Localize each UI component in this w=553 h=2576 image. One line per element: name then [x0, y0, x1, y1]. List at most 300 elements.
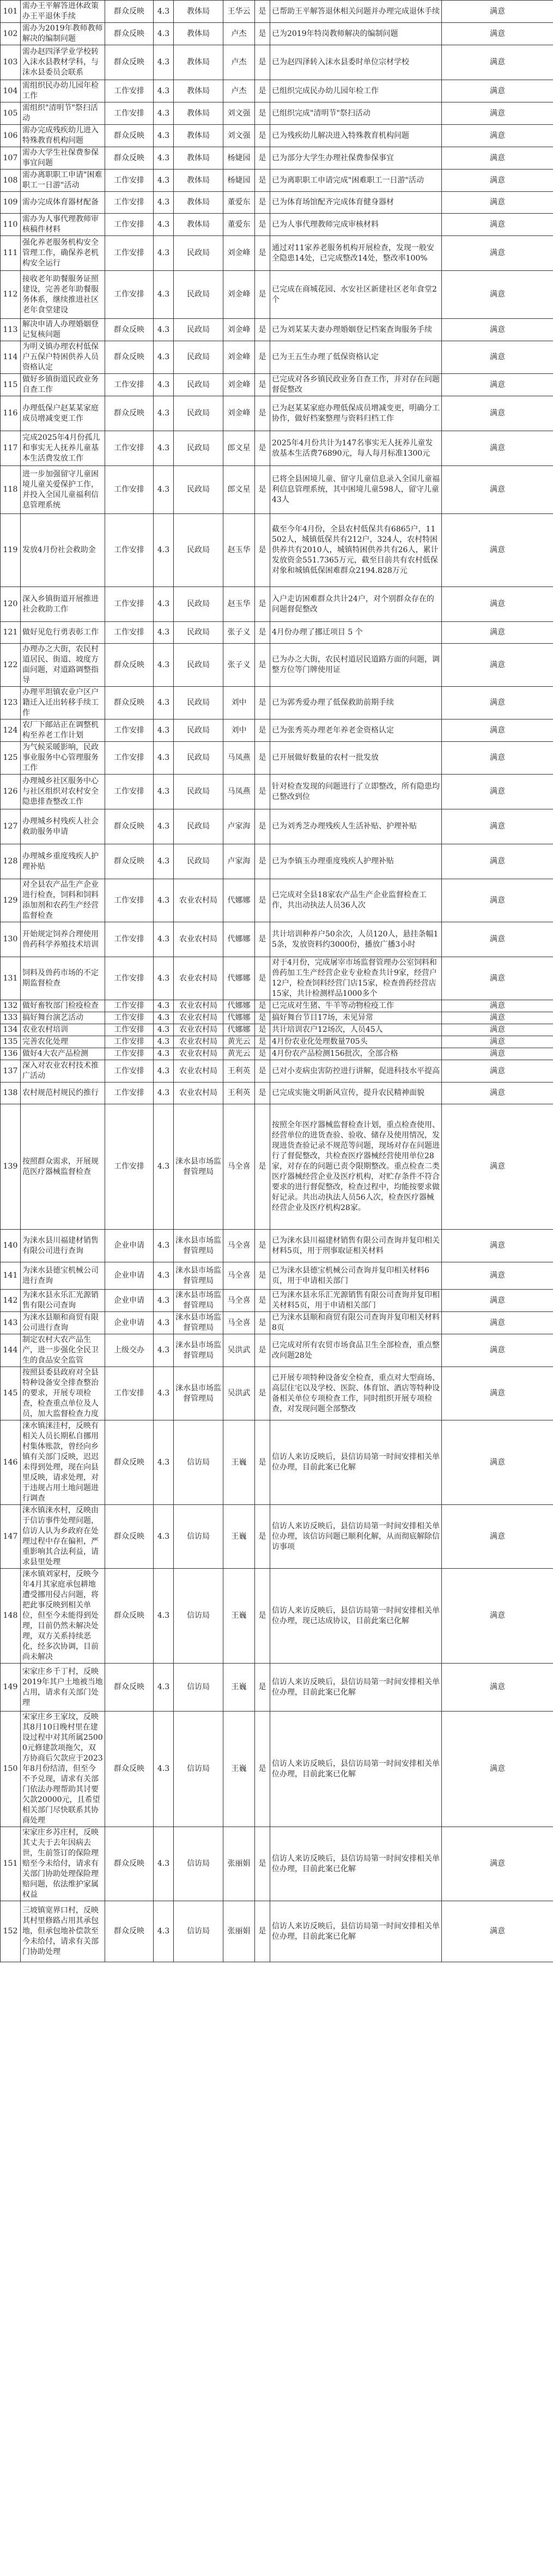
table-row — [1, 1012, 553, 1024]
row-completed-cell: 是 — [255, 192, 270, 214]
row-content-cell: 需办王平解答进休政策办王平退休手续 — [21, 1, 105, 23]
table-row — [1, 102, 553, 125]
table-row — [1, 319, 553, 341]
row-source-cell: 上级交办 — [105, 1334, 154, 1367]
row-department-cell: 涞水县市场监督管理局 — [174, 1367, 223, 1420]
row-completed-cell: 是 — [255, 1712, 270, 1827]
row-satisfaction-cell: 满意 — [442, 319, 553, 341]
row-completed-cell: 是 — [255, 341, 270, 374]
table-row — [1, 396, 553, 431]
row-result-cell: 已完成对全县18家农产品生产企业监督检查工作，共出动执法人员36人次 — [270, 879, 442, 922]
row-completed-cell: 是 — [255, 1827, 270, 1901]
row-person-cell: 刘金峰 — [223, 374, 255, 396]
row-person-cell: 杨婕园 — [223, 147, 255, 170]
row-satisfaction-cell: 满意 — [442, 125, 553, 147]
row-person-cell: 赵玉华 — [223, 587, 255, 622]
row-date-cell: 4.3 — [154, 1367, 174, 1420]
row-date-cell: 4.3 — [154, 1000, 174, 1012]
row-satisfaction-cell: 满意 — [442, 719, 553, 742]
row-content-cell: 办理平坦镇农业户区户籍迁入迁出转移手续工作 — [21, 687, 105, 719]
row-source-cell: 工作安排 — [105, 271, 154, 319]
row-satisfaction-cell: 满意 — [442, 1104, 553, 1230]
row-content-cell: 农业农村培训 — [21, 1024, 105, 1036]
row-date-cell: 4.3 — [154, 319, 174, 341]
table-row — [1, 1712, 553, 1827]
row-result-cell: 已开展做好数量的农村一批发放 — [270, 742, 442, 775]
row-person-cell: 王利英 — [223, 1060, 255, 1083]
row-content-cell: 需办大学生社保费参保事宜问题 — [21, 147, 105, 170]
table-row — [1, 214, 553, 236]
row-date-cell: 4.3 — [154, 1664, 174, 1712]
row-completed-cell: 是 — [255, 80, 270, 102]
row-person-cell: 杨婕园 — [223, 170, 255, 192]
row-person-cell: 张子义 — [223, 644, 255, 687]
row-person-cell: 王巍 — [223, 1712, 255, 1827]
row-date-cell: 4.3 — [154, 775, 174, 809]
row-source-cell: 群众反映 — [105, 1, 154, 23]
row-date-cell: 4.3 — [154, 809, 174, 844]
row-content-cell: 需组织"清明节"祭扫活动 — [21, 102, 105, 125]
row-date-cell: 4.3 — [154, 396, 174, 431]
row-satisfaction-cell: 满意 — [442, 466, 553, 514]
row-date-cell: 4.3 — [154, 1012, 174, 1024]
table-row — [1, 1036, 553, 1048]
row-person-cell: 马凤燕 — [223, 742, 255, 775]
row-number-cell: 106 — [1, 125, 21, 147]
row-satisfaction-cell: 满意 — [442, 1290, 553, 1312]
table-row — [1, 125, 553, 147]
row-result-cell: 针对检查发现的问题进行了立即整改，所有隐患均已整改到位 — [270, 775, 442, 809]
row-result-cell: 已为赵某某家庭办理低保成员增减变更，明确分工协作，做好档案整理与资料归档工作 — [270, 396, 442, 431]
row-person-cell: 代娜娜 — [223, 957, 255, 1000]
row-satisfaction-cell: 满意 — [442, 1000, 553, 1012]
row-source-cell: 工作安排 — [105, 1000, 154, 1012]
table-row — [1, 147, 553, 170]
row-number-cell: 150 — [1, 1712, 21, 1827]
row-department-cell: 农业农村局 — [174, 1048, 223, 1060]
row-satisfaction-cell: 满意 — [442, 1060, 553, 1083]
row-content-cell: 深入乡镇街道开展推进社会救助工作 — [21, 587, 105, 622]
row-date-cell: 4.3 — [154, 192, 174, 214]
row-completed-cell: 是 — [255, 1230, 270, 1262]
row-satisfaction-cell: 满意 — [442, 687, 553, 719]
table-row — [1, 587, 553, 622]
row-date-cell: 4.3 — [154, 1104, 174, 1230]
row-satisfaction-cell: 满意 — [442, 1367, 553, 1420]
table-row — [1, 23, 553, 45]
row-completed-cell: 是 — [255, 1569, 270, 1664]
row-satisfaction-cell: 满意 — [442, 147, 553, 170]
row-source-cell: 企业申请 — [105, 1262, 154, 1290]
row-source-cell: 群众反映 — [105, 1505, 154, 1569]
row-date-cell: 4.3 — [154, 644, 174, 687]
row-number-cell: 104 — [1, 80, 21, 102]
row-number-cell: 103 — [1, 45, 21, 80]
row-satisfaction-cell: 满意 — [442, 1012, 553, 1024]
row-content-cell: 涞水镇涞水村，反映由于信访事件处理问题，信访人认为乡政府在处理过程中存在偏袒，严重影响其合法利益，请求县里处理 — [21, 1505, 105, 1569]
row-number-cell: 128 — [1, 844, 21, 879]
row-result-cell: 信访人来访反映后，县信访局第一时间安排相关单位办理，目前此案已化解 — [270, 1664, 442, 1712]
row-number-cell: 101 — [1, 1, 21, 23]
table-row — [1, 341, 553, 374]
row-satisfaction-cell: 满意 — [442, 1024, 553, 1036]
row-source-cell: 工作安排 — [105, 1367, 154, 1420]
row-date-cell: 4.3 — [154, 236, 174, 271]
row-source-cell: 企业申请 — [105, 1230, 154, 1262]
row-result-cell: 已为离职职工申请完成"困难职工一日游"活动 — [270, 170, 442, 192]
row-person-cell: 马全喜 — [223, 1262, 255, 1290]
row-department-cell: 农业农村局 — [174, 1083, 223, 1104]
row-date-cell: 4.3 — [154, 922, 174, 957]
row-completed-cell: 是 — [255, 1901, 270, 1962]
row-source-cell: 工作安排 — [105, 80, 154, 102]
row-content-cell: 为涞水县川福建材销售有限公司进行查询 — [21, 1230, 105, 1262]
row-completed-cell: 是 — [255, 1024, 270, 1036]
row-number-cell: 121 — [1, 622, 21, 644]
row-department-cell: 涞水县市场监督管理局 — [174, 1290, 223, 1312]
row-completed-cell: 是 — [255, 587, 270, 622]
row-result-cell: 信访人来访反映后，县信访局第一时间安排相关单位办理，目前此案已化解 — [270, 1827, 442, 1901]
row-date-cell: 4.3 — [154, 1334, 174, 1367]
row-source-cell: 工作安排 — [105, 214, 154, 236]
row-number-cell: 118 — [1, 466, 21, 514]
table-row — [1, 644, 553, 687]
row-result-cell: 按照全年医疗器械监督检查计划，重点检查使用、经营单位的进货查验、验收、储存及使用情况，发现进货查验记录不规范等问题，现场对存在问题进行了督促整改，共检查医疗器械经营使用单位28家，对存在的问题已责令限期整改。重点检查二类医疗器械经营企业及医疗机构，对贮存条件不符合要求的进行督促整改，检查过程中，均能按要求做好记录。共出动执法人员56人次，检查医疗器械经营企业及医疗机构28家。 — [270, 1104, 442, 1230]
table-row — [1, 192, 553, 214]
row-number-cell: 138 — [1, 1083, 21, 1104]
row-result-cell: 已为体育场馆配齐完成体育健身器材 — [270, 192, 442, 214]
row-date-cell: 4.3 — [154, 687, 174, 719]
row-completed-cell: 是 — [255, 466, 270, 514]
row-number-cell: 120 — [1, 587, 21, 622]
row-result-cell: 已为部分大学生办理社保费参保事宜 — [270, 147, 442, 170]
row-date-cell: 4.3 — [154, 341, 174, 374]
row-source-cell: 工作安排 — [105, 192, 154, 214]
row-result-cell: 已为刘秀芝办理残疾人生活补贴、护理补贴 — [270, 809, 442, 844]
row-number-cell: 134 — [1, 1024, 21, 1036]
table-row — [1, 170, 553, 192]
row-department-cell: 农业农村局 — [174, 1060, 223, 1083]
row-satisfaction-cell: 满意 — [442, 1827, 553, 1901]
row-satisfaction-cell: 满意 — [442, 1664, 553, 1712]
table-row — [1, 1290, 553, 1312]
row-department-cell: 民政局 — [174, 587, 223, 622]
row-number-cell: 119 — [1, 514, 21, 587]
row-date-cell: 4.3 — [154, 170, 174, 192]
row-date-cell: 4.3 — [154, 1, 174, 23]
row-person-cell: 刘中 — [223, 719, 255, 742]
table-row — [1, 1367, 553, 1420]
row-satisfaction-cell: 满意 — [442, 1569, 553, 1664]
row-content-cell: 涞水镇涞洼村，反映有相关人员长期私自挪用村集体账款，曾经向乡镇有关部门反映，迟迟未得到处理，现在向县里反映，请求处理，对于违规占用土地问题进行调查 — [21, 1420, 105, 1505]
row-source-cell: 工作安排 — [105, 1024, 154, 1036]
row-completed-cell: 是 — [255, 125, 270, 147]
table-row — [1, 1827, 553, 1901]
row-completed-cell: 是 — [255, 922, 270, 957]
row-source-cell: 群众反映 — [105, 1569, 154, 1664]
row-date-cell: 4.3 — [154, 374, 174, 396]
row-number-cell: 111 — [1, 236, 21, 271]
table-row — [1, 622, 553, 644]
row-department-cell: 教体局 — [174, 102, 223, 125]
row-number-cell: 105 — [1, 102, 21, 125]
row-result-cell: 已为涞水县顺和商贸有限公司查询并复印相关材料8页 — [270, 1312, 442, 1334]
row-number-cell: 107 — [1, 147, 21, 170]
row-person-cell: 刘文强 — [223, 125, 255, 147]
row-result-cell: 已组织完成"清明节"祭扫活动 — [270, 102, 442, 125]
row-completed-cell: 是 — [255, 719, 270, 742]
row-satisfaction-cell: 满意 — [442, 102, 553, 125]
row-content-cell: 做好4大农产品检测 — [21, 1048, 105, 1060]
row-content-cell: 深入对农业农村技术推广活动 — [21, 1060, 105, 1083]
row-number-cell: 144 — [1, 1334, 21, 1367]
row-completed-cell: 是 — [255, 1664, 270, 1712]
row-department-cell: 民政局 — [174, 622, 223, 644]
row-number-cell: 124 — [1, 719, 21, 742]
row-content-cell: 宋家庄乡苏庄村，反映其丈夫于去年因病去世，生前签订的保险理赔至今未给付，请求有关部门协助处理保险理赔问题，依法维护家属权益 — [21, 1827, 105, 1901]
row-satisfaction-cell: 满意 — [442, 374, 553, 396]
row-number-cell: 123 — [1, 687, 21, 719]
row-result-cell: 信访人来访反映后，县信访局第一时间安排相关单位办理，现已达成协议，目前此案已化解 — [270, 1569, 442, 1664]
row-department-cell: 信访局 — [174, 1712, 223, 1827]
row-date-cell: 4.3 — [154, 1712, 174, 1827]
row-person-cell: 董爱东 — [223, 214, 255, 236]
row-person-cell: 王巍 — [223, 1420, 255, 1505]
row-source-cell: 群众反映 — [105, 844, 154, 879]
row-result-cell: 已将全县困境儿童、留守儿童信息录入全国儿童福利信息管理系统，其中困境儿童598人，留守儿童43人 — [270, 466, 442, 514]
row-content-cell: 为明义镇办理农村低保户五保户特困供养人员资格认定 — [21, 341, 105, 374]
row-date-cell: 4.3 — [154, 587, 174, 622]
row-department-cell: 信访局 — [174, 1827, 223, 1901]
row-number-cell: 147 — [1, 1505, 21, 1569]
row-result-cell: 已完成实施文明新风宣传，提升农民精神面貌 — [270, 1083, 442, 1104]
row-person-cell: 王巍 — [223, 1569, 255, 1664]
row-department-cell: 农业农村局 — [174, 1012, 223, 1024]
row-completed-cell: 是 — [255, 1048, 270, 1060]
row-department-cell: 涞水县市场监督管理局 — [174, 1230, 223, 1262]
row-satisfaction-cell: 满意 — [442, 1036, 553, 1048]
row-date-cell: 4.3 — [154, 147, 174, 170]
row-source-cell: 工作安排 — [105, 742, 154, 775]
row-result-cell: 入户走访困难群众共计24户，对个别群众存在的问题督促整改 — [270, 587, 442, 622]
row-completed-cell: 是 — [255, 45, 270, 80]
row-person-cell: 卢杰 — [223, 45, 255, 80]
table-row — [1, 1060, 553, 1083]
row-result-cell: 已为张秀英办理老年养老金资格认定 — [270, 719, 442, 742]
row-date-cell: 4.3 — [154, 23, 174, 45]
row-date-cell: 4.3 — [154, 1262, 174, 1290]
row-result-cell: 已为办之大街，农民村道居民道路方面的问题，调整方位等门牌使用证 — [270, 644, 442, 687]
row-person-cell: 刘金峰 — [223, 271, 255, 319]
row-date-cell: 4.3 — [154, 1060, 174, 1083]
row-source-cell: 工作安排 — [105, 1060, 154, 1083]
row-person-cell: 刘金峰 — [223, 236, 255, 271]
row-source-cell: 群众反映 — [105, 1901, 154, 1962]
row-content-cell: 按照县委县政府对全县特种设备安全排查整治的要求，开展专项检查，检查重点单位及人员，加大监督检查力度 — [21, 1367, 105, 1420]
row-content-cell: 需办为2019年教师教师解决的编制问题 — [21, 23, 105, 45]
row-date-cell: 4.3 — [154, 1505, 174, 1569]
table-row — [1, 1000, 553, 1012]
row-department-cell: 民政局 — [174, 844, 223, 879]
row-person-cell: 刘金峰 — [223, 319, 255, 341]
row-source-cell: 工作安排 — [105, 102, 154, 125]
row-completed-cell: 是 — [255, 1420, 270, 1505]
row-date-cell: 4.3 — [154, 431, 174, 466]
row-result-cell: 2025年4月份共计为147名事实无人抚养儿童发放基本生活费76890元，每人每月标准1300元 — [270, 431, 442, 466]
row-content-cell: 办理低保户赵某某家庭成员增减变更工作 — [21, 396, 105, 431]
row-content-cell: 需组织民办幼儿园年检工作 — [21, 80, 105, 102]
row-source-cell: 工作安排 — [105, 1048, 154, 1060]
row-person-cell: 代娜娜 — [223, 1000, 255, 1012]
row-completed-cell: 是 — [255, 622, 270, 644]
row-completed-cell: 是 — [255, 1334, 270, 1367]
row-number-cell: 149 — [1, 1664, 21, 1712]
row-satisfaction-cell: 满意 — [442, 45, 553, 80]
row-content-cell: 办理城乡重度残疾人护理补贴 — [21, 844, 105, 879]
row-date-cell: 4.3 — [154, 1312, 174, 1334]
row-source-cell: 工作安排 — [105, 719, 154, 742]
row-person-cell: 张丽娟 — [223, 1827, 255, 1901]
row-completed-cell: 是 — [255, 1367, 270, 1420]
row-satisfaction-cell: 满意 — [442, 879, 553, 922]
row-result-cell: 共计培训农户12场次，人员45人 — [270, 1024, 442, 1036]
row-date-cell: 4.3 — [154, 622, 174, 644]
row-result-cell: 已为李镇玉办理重度残疾人护理补贴 — [270, 844, 442, 879]
row-department-cell: 农业农村局 — [174, 879, 223, 922]
row-satisfaction-cell: 满意 — [442, 341, 553, 374]
row-source-cell: 工作安排 — [105, 1036, 154, 1048]
row-result-cell: 4月份办理了挪迁项目 5 个 — [270, 622, 442, 644]
row-satisfaction-cell: 满意 — [442, 644, 553, 687]
table-row — [1, 236, 553, 271]
row-content-cell: 完成2025年4月份孤儿和事实无人抚养儿童基本生活费发放工作 — [21, 431, 105, 466]
table-row — [1, 1901, 553, 1962]
row-content-cell: 搞好舞台演艺活动 — [21, 1012, 105, 1024]
table-row — [1, 1, 553, 23]
row-satisfaction-cell: 满意 — [442, 1712, 553, 1827]
row-person-cell: 董爱东 — [223, 192, 255, 214]
row-number-cell: 142 — [1, 1290, 21, 1312]
row-content-cell: 农村规范村规民约推行 — [21, 1083, 105, 1104]
row-result-cell: 已对小麦病虫害防控进行讲解，促进科技水平提高 — [270, 1060, 442, 1083]
row-satisfaction-cell: 满意 — [442, 775, 553, 809]
row-person-cell: 张子义 — [223, 622, 255, 644]
row-date-cell: 4.3 — [154, 45, 174, 80]
row-completed-cell: 是 — [255, 644, 270, 687]
row-satisfaction-cell: 满意 — [442, 587, 553, 622]
row-satisfaction-cell: 满意 — [442, 271, 553, 319]
row-source-cell: 群众反映 — [105, 1712, 154, 1827]
row-source-cell: 群众反映 — [105, 341, 154, 374]
table-row — [1, 431, 553, 466]
row-source-cell: 群众反映 — [105, 1420, 154, 1505]
row-department-cell: 涞水县市场监督管理局 — [174, 1334, 223, 1367]
table-row — [1, 775, 553, 809]
row-satisfaction-cell: 满意 — [442, 1334, 553, 1367]
row-department-cell: 民政局 — [174, 775, 223, 809]
row-date-cell: 4.3 — [154, 514, 174, 587]
table-row — [1, 1334, 553, 1367]
row-satisfaction-cell: 满意 — [442, 1505, 553, 1569]
row-completed-cell: 是 — [255, 214, 270, 236]
row-person-cell: 卢家海 — [223, 809, 255, 844]
row-satisfaction-cell: 满意 — [442, 1262, 553, 1290]
row-department-cell: 民政局 — [174, 687, 223, 719]
row-number-cell: 126 — [1, 775, 21, 809]
row-date-cell: 4.3 — [154, 1083, 174, 1104]
table-row — [1, 879, 553, 922]
table-row — [1, 809, 553, 844]
row-content-cell: 需办为人事代理教师审核稿件材料 — [21, 214, 105, 236]
row-person-cell: 代娜娜 — [223, 1012, 255, 1024]
row-person-cell: 刘文强 — [223, 102, 255, 125]
row-completed-cell: 是 — [255, 514, 270, 587]
row-satisfaction-cell: 满意 — [442, 1083, 553, 1104]
row-department-cell: 教体局 — [174, 125, 223, 147]
row-person-cell: 马凤燕 — [223, 775, 255, 809]
row-number-cell: 136 — [1, 1048, 21, 1060]
row-source-cell: 群众反映 — [105, 1664, 154, 1712]
row-completed-cell: 是 — [255, 1505, 270, 1569]
row-date-cell: 4.3 — [154, 1420, 174, 1505]
row-result-cell: 已完成对生猪、牛羊等动物检疫工作 — [270, 1000, 442, 1012]
row-result-cell: 截至今年4月份，全县农村低保共有6865户，11502人，城镇低保共有212户，324人，农村特困供养共有2010人，城镇特困供养共有26人，累计发放资金551.7365万元，截至目前共有农村低保对象和城镇低保困难群众2194.828万元 — [270, 514, 442, 587]
row-source-cell: 工作安排 — [105, 431, 154, 466]
row-result-cell: 已为赵四泽转入沫水县委时单位宗材学校 — [270, 45, 442, 80]
row-content-cell: 进一步加强留守儿童困境儿童关爱保护工作，并投入全国儿童福利信息管理系统 — [21, 466, 105, 514]
row-department-cell: 民政局 — [174, 514, 223, 587]
row-date-cell: 4.3 — [154, 1024, 174, 1036]
row-number-cell: 109 — [1, 192, 21, 214]
row-department-cell: 教体局 — [174, 214, 223, 236]
row-completed-cell: 是 — [255, 102, 270, 125]
row-completed-cell: 是 — [255, 23, 270, 45]
row-content-cell: 按照群众需求，开展规范医疗器械监督检查 — [21, 1104, 105, 1230]
row-person-cell: 卢家海 — [223, 844, 255, 879]
row-result-cell: 共计培训种养户50余次，人员120人，悬挂条幅15条，发放资料约3000份，播放广播3小时 — [270, 922, 442, 957]
row-completed-cell: 是 — [255, 1036, 270, 1048]
table-row — [1, 1024, 553, 1036]
row-content-cell: 完善农化处理 — [21, 1036, 105, 1048]
row-date-cell: 4.3 — [154, 742, 174, 775]
row-satisfaction-cell: 满意 — [442, 1312, 553, 1334]
row-person-cell: 黄光云 — [223, 1048, 255, 1060]
row-source-cell: 工作安排 — [105, 775, 154, 809]
row-date-cell: 4.3 — [154, 879, 174, 922]
row-satisfaction-cell: 满意 — [442, 396, 553, 431]
row-source-cell: 工作安排 — [105, 1012, 154, 1024]
row-content-cell: 需办完成体育器材配备 — [21, 192, 105, 214]
row-completed-cell: 是 — [255, 957, 270, 1000]
row-department-cell: 民政局 — [174, 809, 223, 844]
row-completed-cell: 是 — [255, 1, 270, 23]
row-date-cell: 4.3 — [154, 1290, 174, 1312]
row-person-cell: 郎文星 — [223, 431, 255, 466]
row-number-cell: 129 — [1, 879, 21, 922]
row-completed-cell: 是 — [255, 687, 270, 719]
row-number-cell: 140 — [1, 1230, 21, 1262]
row-content-cell: 农厂下邮站正在调整机构至养老工作计划 — [21, 719, 105, 742]
row-content-cell: 三坡镇宽界口村，反映其村里修路占用其承包地，但承包地补偿款至今未给付，请求有关部门协助处理 — [21, 1901, 105, 1962]
row-source-cell: 群众反映 — [105, 644, 154, 687]
table-row — [1, 45, 553, 80]
table-row — [1, 1569, 553, 1664]
row-department-cell: 信访局 — [174, 1505, 223, 1569]
row-completed-cell: 是 — [255, 431, 270, 466]
row-department-cell: 民政局 — [174, 319, 223, 341]
row-person-cell: 刘中 — [223, 687, 255, 719]
row-number-cell: 146 — [1, 1420, 21, 1505]
